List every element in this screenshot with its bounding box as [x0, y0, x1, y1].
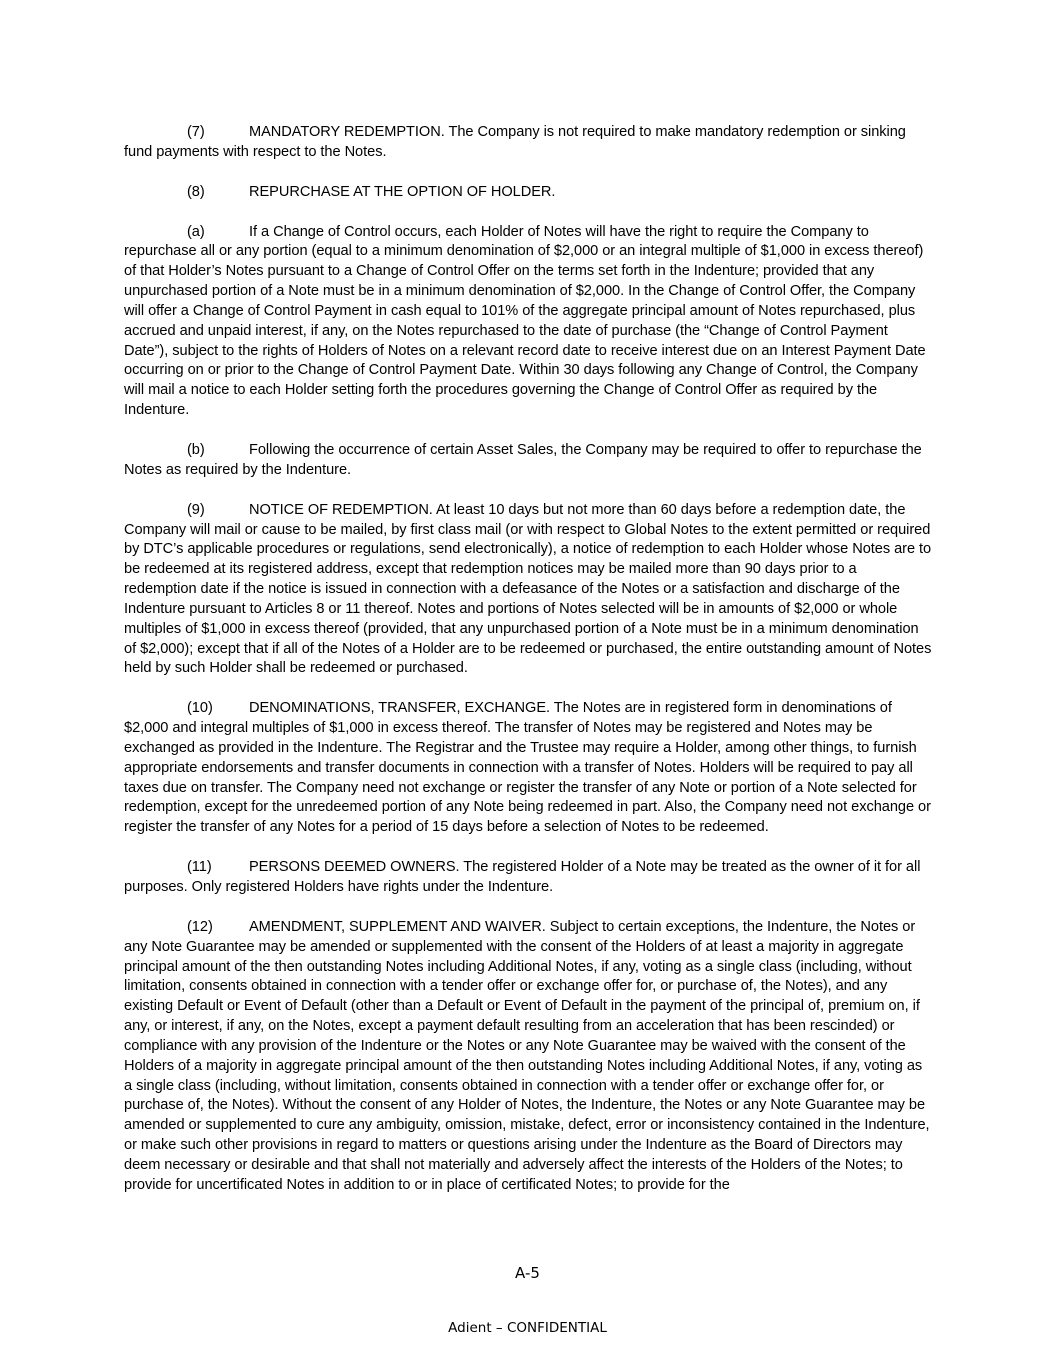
section-text: DENOMINATIONS, TRANSFER, EXCHANGE. The Notes are in registered form in denominations of $2,000 and integral multiples of $1,000 in excess thereof. The transfer of Notes may be registered and Notes may be exchanged as provided in the Indenture. The Registrar and the Trustee may require a Holder, among other things, to furnish appropriate endorsements and transfer documents in connection with a transfer of Notes. Holders will be required to pay all taxes due on transfer. The Company need not exchange or register the transfer of any Note or portion of a Note selected for redemption, except for the unredeemed portion of any Note being redeemed in part. Also, the Company need not exchange or register the transfer of any Notes for a period of 15 days before a selection of Notes to be redeemed.	[124, 700, 931, 836]
document-body	[124, 123, 932, 1216]
section-number: (11)	[187, 859, 212, 876]
section-text: Following the occurrence of certain Asset Sales, the Company may be required to offer to repurchase the Notes as required by the Indenture.	[124, 441, 922, 478]
section-text: REPURCHASE AT THE OPTION OF HOLDER.	[249, 183, 556, 200]
confidential-footer: Adient – CONFIDENTIAL	[448, 1320, 607, 1336]
section-number: (12)	[187, 918, 213, 935]
section-11	[124, 858, 932, 898]
section-number: (9)	[187, 501, 205, 518]
section-number: (b)	[187, 441, 205, 458]
section-text: MANDATORY REDEMPTION. The Company is not required to make mandatory redemption or sinking fund payments with respect to the Notes.	[124, 124, 906, 160]
section-number: (8)	[187, 183, 205, 200]
section-text: PERSONS DEEMED OWNERS. The registered Holder of a Note may be treated as the owner of it for all purposes. Only registered Holders have rights under the Indenture.	[124, 859, 921, 895]
section-9	[124, 501, 932, 680]
section-text: If a Change of Control occurs, each Holder of Notes will have the right to require the Company to repurchase all or any portion (equal to a minimum denomination of $2,000 or an integral multiple of $1,000 in excess thereof) of that Holder’s Notes pursuant to a Change of Control Offer on the terms set forth in the Indenture; provided that any unpurchased portion of a Note must be in a minimum denomination of $2,000. In the Change of Control Offer, the Company will offer a Change of Control Payment in cash equal to 101% of the aggregate principal amount of Notes repurchased, plus accrued and unpaid interest, if any, on the Notes repurchased to the date of purchase (the “Change of Control Payment Date”), subject to the rights of Holders of Notes on a relevant record date to receive interest due on an Interest Payment Date occurring on or prior to the Change of Control Payment Date. Within 30 days following any Change of Control, the Company will mail a notice to each Holder setting forth the procedures governing the Change of Control Offer as required by the Indenture.	[124, 223, 926, 419]
section-text: NOTICE OF REDEMPTION. At least 10 days but not more than 60 days before a redemption date, the Company will mail or cause to be mailed, by first class mail (or with respect to Global Notes to the extent permitted or required by DTC’s applicable procedures or regulations, send electronically), a notice of redemption to each Holder whose Notes are to be redeemed at its registered address, except that redemption notices may be mailed more than 90 days prior to a redemption date if the notice is issued in connection with a defeasance of the Notes or a satisfaction and discharge of the Indenture pursuant to Articles 8 or 11 thereof. Notes and portions of Notes selected will be in amounts of $2,000 or whole multiples of $1,000 in excess thereof (provided, that any unpurchased portion of a Note must be in a minimum denomination of $2,000); except that if all of the Notes of a Holder are to be redeemed or purchased, the entire outstanding amount of Notes held by such Holder shall be redeemed or purchased.	[124, 501, 932, 677]
section-number: (10)	[187, 700, 213, 717]
section-8	[124, 183, 932, 203]
section-number: (7)	[187, 124, 205, 140]
section-7	[124, 123, 932, 163]
section-number: (a)	[187, 223, 205, 240]
section-12	[124, 918, 932, 1196]
section-8a	[124, 223, 932, 421]
section-8b	[124, 441, 932, 481]
section-text: AMENDMENT, SUPPLEMENT AND WAIVER. Subject to certain exceptions, the Indenture, the Notes or any Note Guarantee may be amended or supplemented with the consent of the Holders of at least a majority in aggregate principal amount of the then outstanding Notes including Additional Notes, if any, voting as a single class (including, without limitation, consents obtained in connection with a tender offer or exchange offer for, or purchase of, the Notes), and any existing Default or Event of Default (other than a Default or Event of Default in the payment of the principal of, premium on, if any, or interest, if any, on the Notes, except a payment default resulting from an acceleration that has been rescinded) or compliance with any provision of the Indenture or the Notes or any Note Guarantee may be waived with the consent of the Holders of a majority in aggregate principal amount of the then outstanding Notes including Additional Notes, if any, voting as a single class (including, without limitation, consents obtained in connection with a tender offer or exchange offer for, or purchase of, the Notes). Without the consent of any Holder of Notes, the Indenture, the Notes or any Note Guarantee may be amended or supplemented to cure any ambiguity, omission, mistake, defect, error or inconsistency contained in the Indenture, or make such other provisions in regard to matters or questions arising under the Indenture as the Board of Directors may deem necessary or desirable and that shall not materially and adversely affect the interests of the Holders of the Notes; to provide for uncertificated Notes in addition to or in place of certificated Notes; to provide for the	[124, 918, 930, 1193]
section-10	[124, 699, 932, 838]
page-number: A-5	[515, 1264, 540, 1282]
